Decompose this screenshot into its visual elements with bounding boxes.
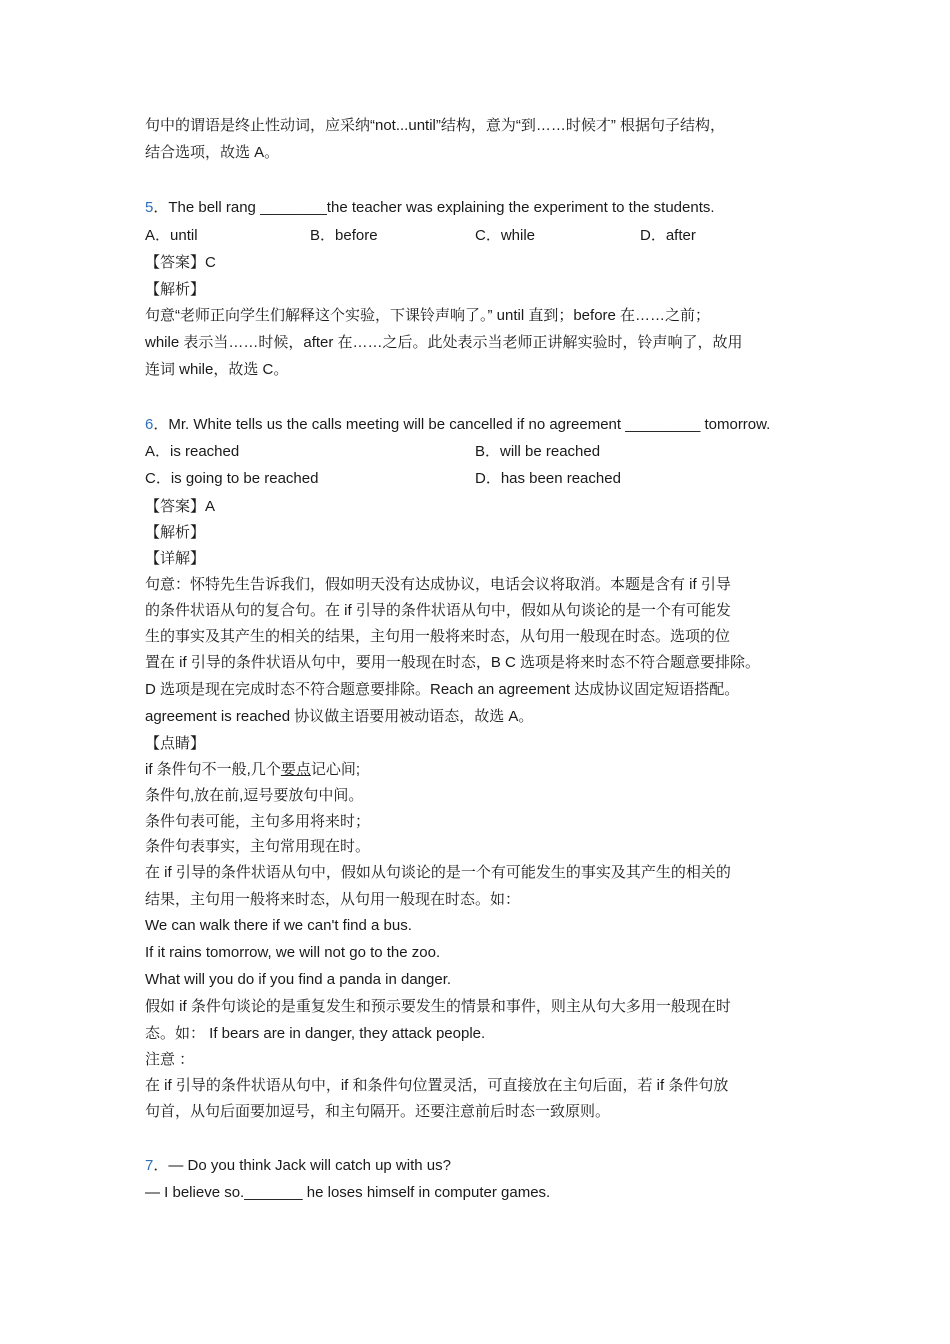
intro-line-1: 句中的谓语是终止性动词，应采纳“not...until”结构，意为“到……时候才” 根据句子结构， [145,117,726,134]
q5-option-d: D．after [640,227,696,244]
q5-stem [145,198,715,218]
tip-text: 记心间; [310,761,361,778]
q7-stem [145,1156,451,1176]
q6-example: If it rains tomorrow, we will not go to the zoo. [145,944,441,961]
q6-stem-text: ．Mr. White tells us the calls meeting will be cancelled if no agreement _________ tomorrow. [153,416,771,433]
q7-line-2: — I believe so._______ he loses himself in computer games. [145,1184,551,1201]
q6-option-d: D．has been reached [475,470,621,487]
q6-explain-line: agreement is reached 协议做主语要用被动语态，故选 A。 [145,708,534,725]
tip-text: if 条件句不一般,几个 [145,761,281,778]
q5-analysis-label: 【解析】 [145,281,206,298]
q6-explain-line: 置在 if 引导的条件状语从句中，要用一般现在时态，B C 选项是将来时态不符合题意要排除。 [145,654,761,671]
q5-option-b: B．before [310,227,378,244]
q6-analysis-label: 【解析】 [145,524,206,541]
intro-line-2: 结合选项，故选 A。 [145,144,280,161]
q6-example: What will you do if you find a panda in danger. [145,971,452,988]
q6-tip-line: 句首，从句后面要加逗号，和主句隔开。还要注意前后时态一致原则。 [145,1103,611,1120]
q5-number: 5 [145,199,154,216]
q5-option-a: A．until [145,227,198,244]
q5-explain-line: 句意“老师正向学生们解释这个实验，下课铃声响了。” until 直到；before 在……之前； [145,307,711,324]
q6-explain-line: D 选项是现在完成时态不符合题意要排除。Reach an agreement 达成协议固定短语搭配。 [145,681,740,698]
q5-explain-line: while 表示当……时候，after 在……之后。此处表示当老师正讲解实验时，铃声响了，故用 [145,334,743,351]
q6-tip-line: 条件句,放在前,逗号要放句中间。 [145,787,364,804]
q6-detail-label: 【详解】 [145,550,206,567]
q6-option-c: C．is going to be reached [145,470,319,487]
q6-tip-line: 态。如： If bears are in danger, they attack people. [145,1025,486,1042]
q6-tip-line [145,760,360,780]
q6-tip-line: 假如 if 条件句谈论的是重复发生和预示要发生的情景和事件，则主从句大多用一般现在时 [145,998,731,1015]
q6-option-b: B．will be reached [475,443,601,460]
q6-stem [145,415,770,435]
q6-option-a: A．is reached [145,443,240,460]
q7-stem-text: ．— Do you think Jack will catch up with us? [153,1157,451,1174]
q6-tip-line: 条件句表可能，主句多用将来时； [145,813,371,830]
q6-tip-line: 条件句表事实，主句常用现在时。 [145,838,371,855]
q6-explain-line: 句意：怀特先生告诉我们，假如明天没有达成协议，电话会议将取消。本题是含有 if 引导 [145,576,731,593]
q6-tip-label: 【点睛】 [145,735,206,752]
q6-explain-line: 的条件状语从句的复合句。在 if 引导的条件状语从句中，假如从句谈论的是一个有可能发 [145,602,731,619]
q6-example: We can walk there if we can't find a bus. [145,917,412,934]
q5-explain-line: 连词 while，故选 C。 [145,361,289,378]
q6-note-label: 注意 ： [145,1051,195,1068]
q6-number: 6 [145,416,154,433]
tip-underlined-text: 要点 [280,761,311,778]
q6-tip-line: 在 if 引导的条件状语从句中，if 和条件句位置灵活，可直接放在主句后面，若 if 条件句放 [145,1077,729,1094]
q6-answer: 【答案】A [145,498,216,515]
q6-tip-line: 结果，主句用一般将来时态，从句用一般现在时态。如： [145,891,521,908]
q6-tip-line: 在 if 引导的条件状语从句中，假如从句谈论的是一个有可能发生的事实及其产生的相关的 [145,864,731,881]
q6-explain-line: 生的事实及其产生的相关的结果，主句用一般将来时态，从句用一般现在时态。选项的位 [145,628,731,645]
q5-option-c: C．while [475,227,536,244]
q7-number: 7 [145,1157,154,1174]
q5-answer: 【答案】C [145,254,216,271]
q5-stem-text: ．The bell rang ________the teacher was explaining the experiment to the students. [153,199,715,216]
